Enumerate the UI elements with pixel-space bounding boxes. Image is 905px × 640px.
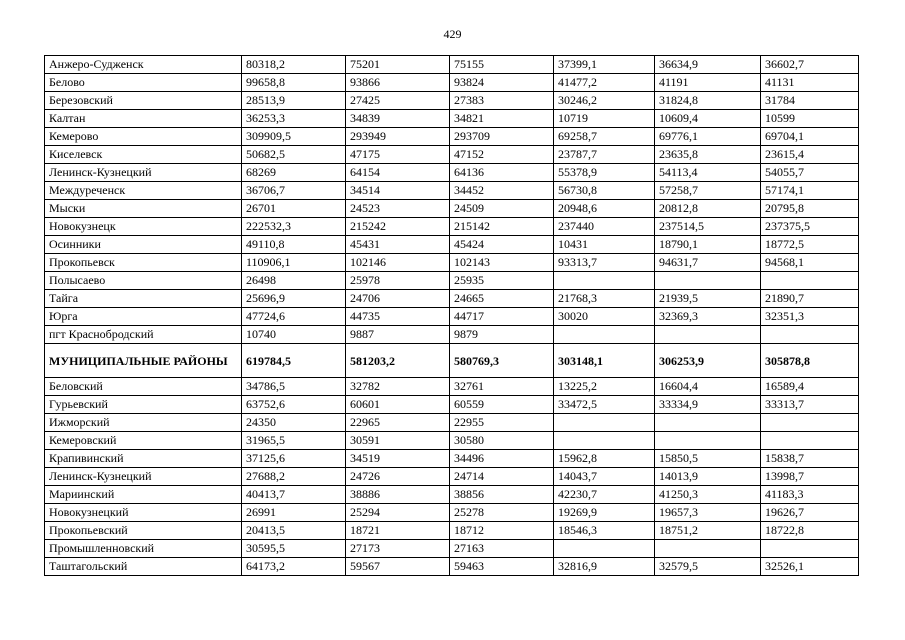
table-cell-value: 64173,2 [242,558,346,576]
table-cell-value: 32782 [346,378,450,396]
table-cell-name: Таштагольский [45,558,242,576]
table-cell-value: 27173 [346,540,450,558]
table-cell-value: 42230,7 [554,486,655,504]
table-cell-value: 303148,1 [554,344,655,378]
table-cell-value: 41191 [655,74,761,92]
table-cell-value: 293949 [346,128,450,146]
table-cell-value: 21768,3 [554,290,655,308]
table-cell-value: 36634,9 [655,56,761,74]
table-cell-value [554,540,655,558]
table-row [45,290,859,308]
table-cell-value: 22955 [450,414,554,432]
table-cell-value: 55378,9 [554,164,655,182]
table-cell-value: 10609,4 [655,110,761,128]
table-cell-value: 41250,3 [655,486,761,504]
table-cell-value: 93824 [450,74,554,92]
table-row [45,182,859,200]
table-row [45,414,859,432]
table-cell-value: 580769,3 [450,344,554,378]
table-cell-name: Березовский [45,92,242,110]
table-cell-value: 34786,5 [242,378,346,396]
table-cell-value: 57258,7 [655,182,761,200]
table-cell-value: 24350 [242,414,346,432]
table-cell-name: Кемеровский [45,432,242,450]
table-cell-value: 24523 [346,200,450,218]
table-cell-value: 309909,5 [242,128,346,146]
table-cell-value: 49110,8 [242,236,346,254]
table-cell-value: 33472,5 [554,396,655,414]
table-cell-value: 36602,7 [761,56,859,74]
table-row [45,396,859,414]
table-cell-value: 24726 [346,468,450,486]
table-cell-value: 10431 [554,236,655,254]
table-row [45,146,859,164]
table-cell-name: Прокопьевский [45,522,242,540]
table-cell-value: 34496 [450,450,554,468]
table-cell-value: 237514,5 [655,218,761,236]
table-row [45,558,859,576]
page-number: 429 [443,27,462,41]
table-cell-value: 41183,3 [761,486,859,504]
table-cell-name: Калтан [45,110,242,128]
table-row [45,218,859,236]
table-cell-value: 24706 [346,290,450,308]
table-cell-value: 80318,2 [242,56,346,74]
table-cell-value: 32816,9 [554,558,655,576]
table-cell-value: 10719 [554,110,655,128]
table-cell-value [761,414,859,432]
table-cell-name: Анжеро-Судженск [45,56,242,74]
table-row [45,432,859,450]
table-cell-value: 19626,7 [761,504,859,522]
table-cell-value: 32526,1 [761,558,859,576]
table-cell-value: 19269,9 [554,504,655,522]
table-cell-value: 34821 [450,110,554,128]
table-cell-value: 27425 [346,92,450,110]
table-cell-value [761,432,859,450]
table-cell-value: 68269 [242,164,346,182]
table-row [45,522,859,540]
table-cell-value: 44717 [450,308,554,326]
table-cell-value: 64154 [346,164,450,182]
table-cell-value: 110906,1 [242,254,346,272]
table-cell-value: 18722,8 [761,522,859,540]
table-row [45,540,859,558]
table-cell-value: 24665 [450,290,554,308]
table-cell-value: 37399,1 [554,56,655,74]
table-cell-value: 59567 [346,558,450,576]
table-cell-value [554,272,655,290]
table-cell-value: 69776,1 [655,128,761,146]
table-cell-value: 28513,9 [242,92,346,110]
table-cell-name: Гурьевский [45,396,242,414]
table-cell-value: 24509 [450,200,554,218]
table-cell-value: 23787,7 [554,146,655,164]
table-cell-value: 16604,4 [655,378,761,396]
table-cell-value: 45431 [346,236,450,254]
table-cell-value: 10740 [242,326,346,344]
table-cell-name: пгт Краснобродский [45,326,242,344]
table-cell-value: 26991 [242,504,346,522]
table-row [45,92,859,110]
table-cell-name: Тайга [45,290,242,308]
table-row [45,164,859,182]
table-cell-value: 306253,9 [655,344,761,378]
table-cell-value: 93313,7 [554,254,655,272]
table-cell-value: 293709 [450,128,554,146]
table-cell-value: 75155 [450,56,554,74]
table-cell-name: Ленинск-Кузнецкий [45,468,242,486]
table-cell-name: Ижморский [45,414,242,432]
table-cell-value: 26701 [242,200,346,218]
table-cell-name: Прокопьевск [45,254,242,272]
table-cell-value: 34519 [346,450,450,468]
table-cell-value: 20948,6 [554,200,655,218]
table-cell-value: 41131 [761,74,859,92]
table-cell-value: 9887 [346,326,450,344]
table-cell-value [655,414,761,432]
table-cell-value: 222532,3 [242,218,346,236]
table-cell-value [761,272,859,290]
table-cell-value: 93866 [346,74,450,92]
table-cell-value: 27383 [450,92,554,110]
table-cell-value: 18772,5 [761,236,859,254]
table-row [45,236,859,254]
table-cell-value: 64136 [450,164,554,182]
table-cell-value: 24714 [450,468,554,486]
table-row [45,326,859,344]
table-cell-value: 18721 [346,522,450,540]
table-cell-value: 32351,3 [761,308,859,326]
table-cell-name: Мариинский [45,486,242,504]
table-cell-value: 20413,5 [242,522,346,540]
table-row [45,378,859,396]
table-cell-value: 21890,7 [761,290,859,308]
table-row [45,468,859,486]
table-cell-value: 38886 [346,486,450,504]
table-cell-value: 31965,5 [242,432,346,450]
table-cell-name: Промышленновский [45,540,242,558]
table-cell-value: 102146 [346,254,450,272]
table-cell-name: Крапивинский [45,450,242,468]
table-row [45,504,859,522]
table-cell-value: 14013,9 [655,468,761,486]
table-cell-value: 32369,3 [655,308,761,326]
table-row [45,74,859,92]
table-cell-name: Беловский [45,378,242,396]
table-cell-value: 237440 [554,218,655,236]
table-cell-name: Белово [45,74,242,92]
table-cell-value: 69704,1 [761,128,859,146]
table-cell-value: 30246,2 [554,92,655,110]
table-body [45,56,859,576]
table-cell-value: 37125,6 [242,450,346,468]
table-cell-value: 38856 [450,486,554,504]
table-cell-name: Ленинск-Кузнецкий [45,164,242,182]
table-cell-value: 30020 [554,308,655,326]
table-cell-value: 32761 [450,378,554,396]
table-row [45,128,859,146]
table-cell-value: 56730,8 [554,182,655,200]
table-cell-value: 13225,2 [554,378,655,396]
table-cell-value: 305878,8 [761,344,859,378]
table-cell-name: Междуреченск [45,182,242,200]
table-cell-value: 34452 [450,182,554,200]
table-cell-value: 23615,4 [761,146,859,164]
table-cell-name: Юрга [45,308,242,326]
table-cell-value: 18790,1 [655,236,761,254]
table-row [45,200,859,218]
table-cell-name: Полысаево [45,272,242,290]
table-cell-value: 14043,7 [554,468,655,486]
table-cell-value: 25696,9 [242,290,346,308]
table-cell-value: 34514 [346,182,450,200]
table-cell-value: 50682,5 [242,146,346,164]
table-cell-value: 69258,7 [554,128,655,146]
table-row [45,308,859,326]
table-cell-value [554,326,655,344]
table-cell-value: 36253,3 [242,110,346,128]
table-cell-value: 18546,3 [554,522,655,540]
table-cell-value: 16589,4 [761,378,859,396]
table-row [45,486,859,504]
table-cell-value: 44735 [346,308,450,326]
table-cell-value: 30580 [450,432,554,450]
table-cell-value: 60559 [450,396,554,414]
table-cell-value: 15838,7 [761,450,859,468]
table-cell-value: 60601 [346,396,450,414]
table-cell-value: 30591 [346,432,450,450]
table-cell-value: 59463 [450,558,554,576]
table-cell-value: 45424 [450,236,554,254]
table-cell-value [761,540,859,558]
table-cell-value [655,540,761,558]
table-cell-name: МУНИЦИПАЛЬНЫЕ РАЙОНЫ [45,344,242,378]
table-row-section-header [45,344,859,378]
table-cell-value [655,272,761,290]
table-cell-value: 41477,2 [554,74,655,92]
table-cell-value: 63752,6 [242,396,346,414]
table-cell-value: 25978 [346,272,450,290]
table-cell-value: 33313,7 [761,396,859,414]
table-cell-value: 40413,7 [242,486,346,504]
table-cell-value [655,432,761,450]
table-cell-value: 102143 [450,254,554,272]
table-cell-value: 31784 [761,92,859,110]
table-cell-value: 23635,8 [655,146,761,164]
table-cell-name: Кемерово [45,128,242,146]
table-cell-value: 26498 [242,272,346,290]
table-cell-name: Новокузнецкий [45,504,242,522]
table-cell-value: 18712 [450,522,554,540]
table-cell-value [655,326,761,344]
table-cell-name: Киселевск [45,146,242,164]
table-cell-name: Мыски [45,200,242,218]
table-row [45,56,859,74]
table-cell-value: 31824,8 [655,92,761,110]
table-row [45,450,859,468]
table-cell-value: 25294 [346,504,450,522]
table-cell-value: 237375,5 [761,218,859,236]
table-cell-value: 33334,9 [655,396,761,414]
table-cell-value: 27163 [450,540,554,558]
table-cell-value: 30595,5 [242,540,346,558]
table-cell-value [554,414,655,432]
table-cell-value: 25278 [450,504,554,522]
table-cell-value: 25935 [450,272,554,290]
table-cell-value: 9879 [450,326,554,344]
table-cell-value [554,432,655,450]
table-cell-value: 21939,5 [655,290,761,308]
table-cell-value: 27688,2 [242,468,346,486]
table-cell-value: 19657,3 [655,504,761,522]
table-cell-value: 18751,2 [655,522,761,540]
table-cell-value: 15850,5 [655,450,761,468]
table-cell-value: 215242 [346,218,450,236]
table-cell-value: 34839 [346,110,450,128]
table-cell-value: 99658,8 [242,74,346,92]
table-cell-value: 75201 [346,56,450,74]
table-row [45,272,859,290]
table-cell-value: 215142 [450,218,554,236]
table-cell-value: 619784,5 [242,344,346,378]
table-cell-name: Новокузнецк [45,218,242,236]
table-row [45,110,859,128]
table-cell-value [761,326,859,344]
table-cell-value: 47175 [346,146,450,164]
table-cell-value: 581203,2 [346,344,450,378]
table-row [45,254,859,272]
table-cell-value: 36706,7 [242,182,346,200]
table-cell-value: 47152 [450,146,554,164]
data-table [44,55,859,576]
table-cell-value: 47724,6 [242,308,346,326]
table-cell-value: 20795,8 [761,200,859,218]
table-cell-value: 94631,7 [655,254,761,272]
table-cell-value: 54055,7 [761,164,859,182]
table-cell-value: 10599 [761,110,859,128]
table-cell-value: 54113,4 [655,164,761,182]
table-cell-value: 94568,1 [761,254,859,272]
table-cell-name: Осинники [45,236,242,254]
table-cell-value: 32579,5 [655,558,761,576]
table-cell-value: 13998,7 [761,468,859,486]
table-cell-value: 20812,8 [655,200,761,218]
table-cell-value: 57174,1 [761,182,859,200]
table-cell-value: 22965 [346,414,450,432]
table-cell-value: 15962,8 [554,450,655,468]
